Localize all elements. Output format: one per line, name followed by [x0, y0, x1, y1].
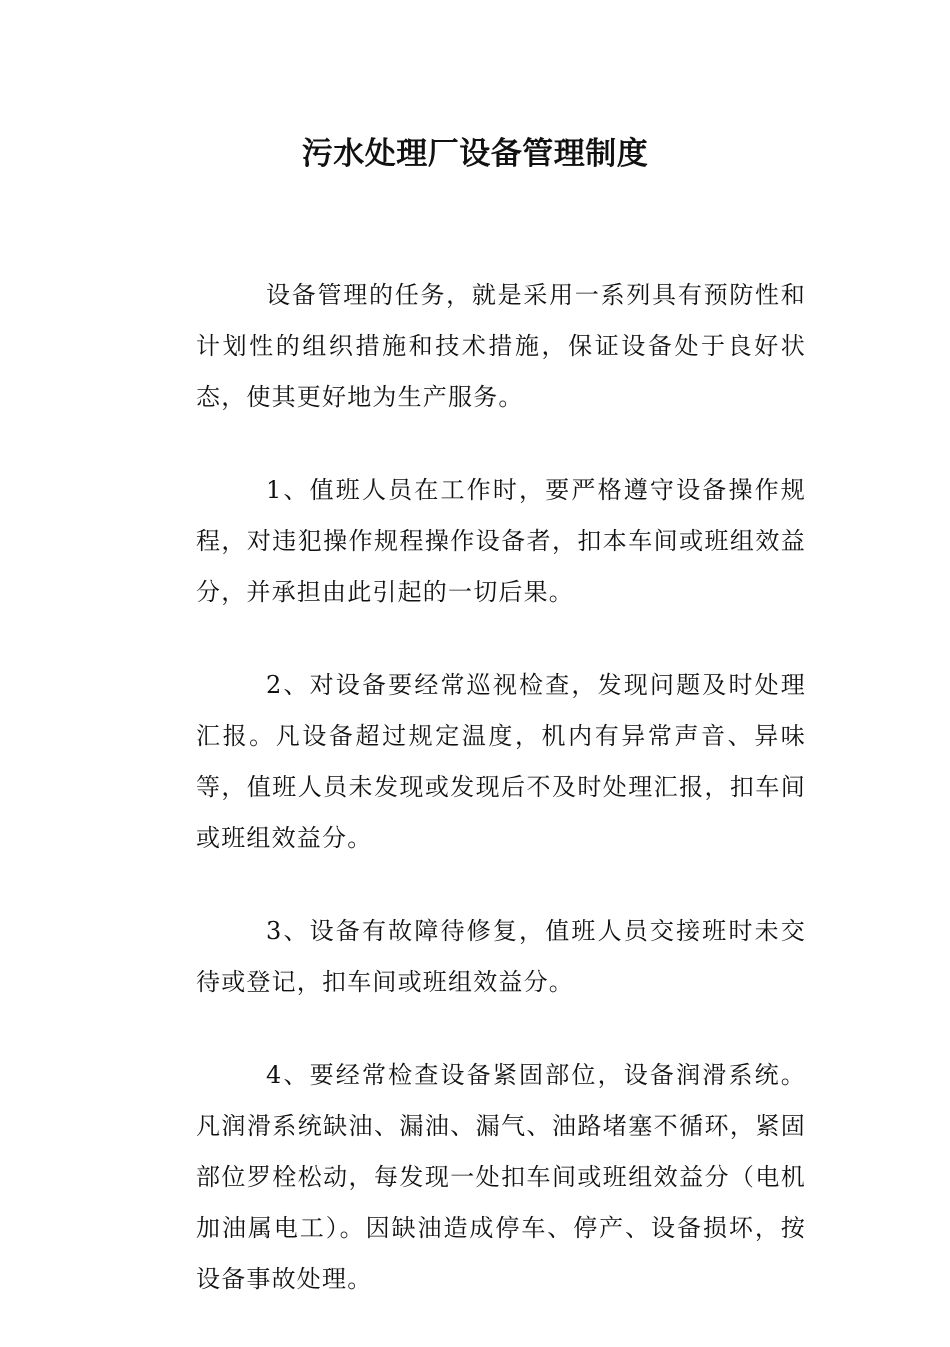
paragraph-rule-1: 1、值班人员在工作时，要严格遵守设备操作规程，对违犯操作规程操作设备者，扣本车间或班组效益分，并承担由此引起的一切后果。 — [196, 476, 806, 606]
document-title: 污水处理厂设备管理制度 — [301, 136, 649, 172]
document-body — [196, 270, 806, 1347]
paragraph-intro: 设备管理的任务，就是采用一系列具有预防性和计划性的组织措施和技术措施，保证设备处于良好状态，使其更好地为生产服务。 — [196, 281, 806, 411]
paragraph-rule-2: 2、对设备要经常巡视检查，发现问题及时处理汇报。凡设备超过规定温度，机内有异常声音、异味等，值班人员未发现或发现后不及时处理汇报，扣车间或班组效益分。 — [196, 671, 806, 852]
paragraph-rule-3: 3、设备有故障待修复，值班人员交接班时未交待或登记，扣车间或班组效益分。 — [196, 917, 806, 996]
paragraph-rule-4: 4、要经常检查设备紧固部位，设备润滑系统。凡润滑系统缺油、漏油、漏气、油路堵塞不循环，紧固部位罗栓松动，每发现一处扣车间或班组效益分（电机加油属电工）。因缺油造成停车、停产、设备损坏，按设备事故处理。 — [196, 1061, 806, 1293]
